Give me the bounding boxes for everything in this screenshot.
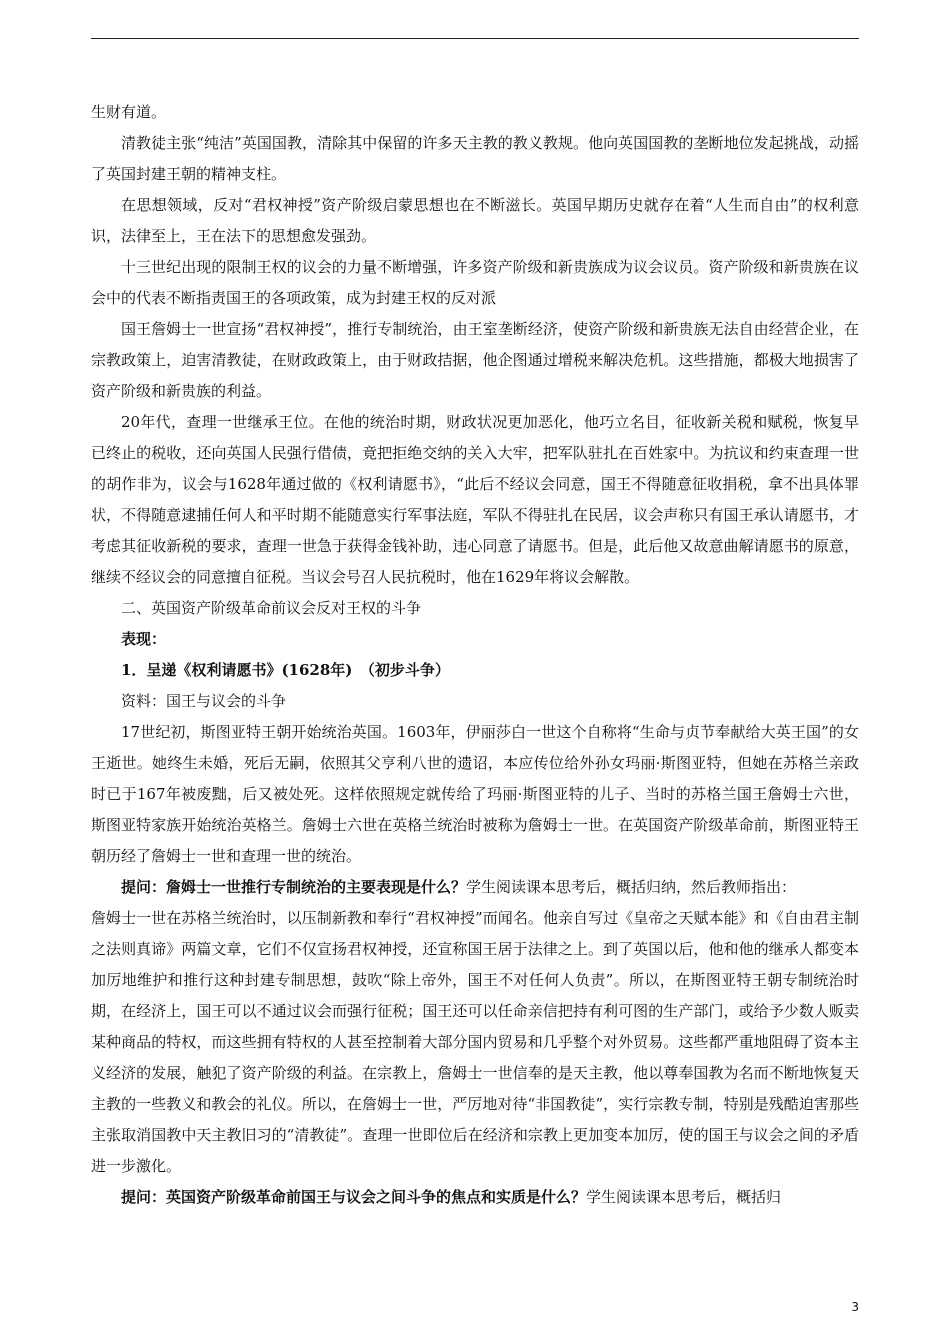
paragraph: 十三世纪出现的限制王权的议会的力量不断增强，许多资产阶级和新贵族成为议会议员。资产阶级和新贵族在议会中的代表不断指责国王的各项政策，成为封建王权的反对派 bbox=[91, 258, 859, 307]
paragraph: 17世纪初，斯图亚特王朝开始统治英国。1603年，伊丽莎白一世这个自称将“生命与贞节奉献给大英王国”的女王逝世。她终生未婚，死后无嗣，依照其父亨利八世的遗诏，本应传位给外孙女玛丽·斯图亚特，但她在苏格兰亲政时已于167年被废黜，后又被处死。这样依照规定就传给了玛丽·斯图亚特的儿子、当时的苏格兰国王詹姆士六世，斯图亚特家族开始统治英格兰。詹姆士六世在英格兰统治时被称为詹姆士一世。在英国资产阶级革命前，斯图亚特王朝历经了詹姆士一世和查理一世的统治。 bbox=[91, 723, 859, 865]
paragraph: 清教徒主张“纯洁”英国国教，清除其中保留的许多天主教的教义教规。他向英国国教的垄断地位发起挑战，动摇了英国封建王朝的精神支柱。 bbox=[91, 134, 859, 183]
document-body bbox=[91, 97, 859, 1213]
question-paragraph bbox=[91, 872, 859, 903]
question-text: 学生阅读课本思考后，概括归 bbox=[586, 1188, 782, 1206]
paragraph: 资料：国王与议会的斗争 bbox=[121, 692, 287, 710]
paragraph: 詹姆士一世在苏格兰统治时，以压制新教和奉行“君权神授”而闻名。他亲自写过《皇帝之天赋本能》和《自由君主制之法则真谛》两篇文章，它们不仅宣扬君权神授，还宣称国王居于法律之上。到了英国以后，他和他的继承人都变本加厉地维护和推行这种封建专制思想，鼓吹“除上帝外，国王不对任何人负责”。所以，在斯图亚特王朝专制统治时期，在经济上，国王可以不通过议会而强行征税；国王还可以任命亲信把持有利可图的生产部门，或给予少数人贩卖某种商品的特权，而这些拥有特权的人甚至控制着大部分国内贸易和几乎整个对外贸易。这些都严重地阻碍了资本主义经济的发展，触犯了资产阶级的利益。在宗教上，詹姆士一世信奉的是天主教，他以尊奉国教为名而不断地恢复天主教的一些教义和教会的礼仪。所以，在詹姆士一世，严厉地对待“非国教徒”，实行宗教专制，特别是残酷迫害那些主张取消国教中天主教旧习的“清教徒”。查理一世即位后在经济和宗教上更加变本加厉，使的国王与议会之间的矛盾进一步激化。 bbox=[91, 909, 859, 1175]
paragraph: 生财有道。 bbox=[91, 103, 167, 121]
question-text: 学生阅读课本思考后，概括归纳，然后教师指出： bbox=[466, 878, 797, 896]
section-heading: 二、英国资产阶级革命前议会反对王权的斗争 bbox=[121, 599, 422, 617]
paragraph: 20年代，查理一世继承王位。在他的统治时期，财政状况更加恶化，他巧立名目，征收新关税和赋税，恢复早已终止的税收，还向英国人民强行借债，竟把拒绝交纳的关入大牢，把军队驻扎在百姓家中。为抗议和约束查理一世的胡作非为，议会与1628年通过做的《权利请愿书》，“此后不经议会同意，国王不得随意征收捐税，拿不出具体罪状，不得随意逮捕任何人和平时期不能随意实行军事法庭，军队不得驻扎在民居，议会声称只有国王承认请愿书，才考虑其征收新税的要求，查理一世急于获得金钱补助，违心同意了请愿书。但是，此后他又故意曲解请愿书的原意，继续不经议会的同意擅自征税。当议会号召人民抗税时，他在1629年将议会解散。 bbox=[91, 413, 859, 586]
paragraph: 国王詹姆士一世宣扬“君权神授”，推行专制统治，由王室垄断经济，使资产阶级和新贵族无法自由经营企业，在宗教政策上，迫害清教徒，在财政政策上，由于财政拮据，他企图通过增税来解决危机。这些措施，都极大地损害了资产阶级和新贵族的利益。 bbox=[91, 320, 859, 400]
paragraph: 在思想领域，反对“君权神授”资产阶级启蒙思想也在不断滋长。英国早期历史就存在着“人生而自由”的权利意识，法律至上，王在法下的思想愈发强劲。 bbox=[91, 196, 859, 245]
question-paragraph bbox=[91, 1182, 859, 1213]
question-label: 提问：英国资产阶级革命前国王与议会之间斗争的焦点和实质是什么？ bbox=[121, 1188, 587, 1206]
page-number: 3 bbox=[851, 1300, 859, 1314]
subheading: 表现： bbox=[121, 630, 167, 648]
question-label: 提问：詹姆士一世推行专制统治的主要表现是什么？ bbox=[121, 878, 467, 896]
subheading: 1．呈递《权利请愿书》(1628年) （初步斗争） bbox=[121, 661, 450, 679]
header-rule bbox=[91, 38, 859, 39]
